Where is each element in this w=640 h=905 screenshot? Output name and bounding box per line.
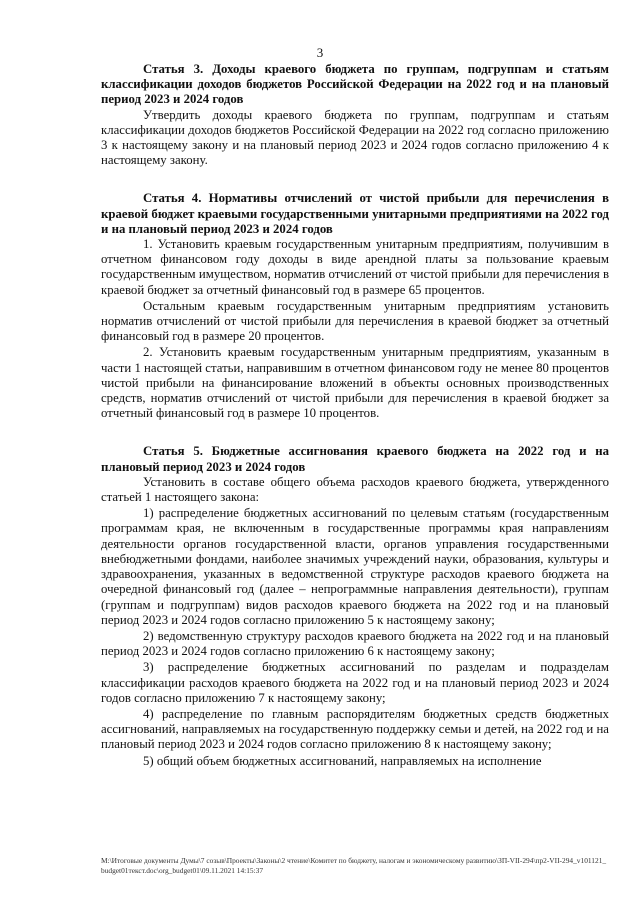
file-path-footer: M:\Итоговые документы Думы\7 созыв\Проекты\Законы\2 чтение\Комитет по бюджету, налогам и экономическому развитию\ЗП-VII-294\пр2-VII-294_v101121_budget01текст.doc\org_budget01\09.11.2021 14:15:37	[101, 856, 607, 875]
section-gap	[101, 421, 609, 444]
article-title: Статья 3. Доходы краевого бюджета по группам, подгруппам и статьям классификации доходов бюджетов Российской Федерации на 2022 год и на плановый период 2023 и 2024 годов	[101, 62, 609, 107]
article-paragraph: 1. Установить краевым государственным унитарным предприятиям, получившим в отчетном финансовом году доходы в виде арендной платы за пользование краевым государственным имуществом, норматив отчислений от чистой прибыли для перечисления в краевой бюджет за отчетный финансовый год в размере 65 процентов.	[101, 237, 609, 297]
article-paragraph: 4) распределение по главным распорядителям бюджетных средств бюджетных ассигнований, направляемых на государственную поддержку семьи и детей, на 2022 год и на плановый период 2023 и 2024 годов согласно приложению 8 к настоящему закону;	[101, 706, 609, 752]
article-title: Статья 5. Бюджетные ассигнования краевого бюджета на 2022 год и на плановый период 2023 и 2024 годов	[101, 444, 609, 474]
section-gap	[101, 168, 609, 191]
article-paragraph: 5) общий объем бюджетных ассигнований, направляемых на исполнение	[143, 753, 542, 768]
article-paragraph: Утвердить доходы краевого бюджета по группам, подгруппам и статьям классификации доходов бюджетов Российской Федерации на 2022 год согласно приложению 3 к настоящему закону и на плановый период 2023 и 2024 годов согласно приложению 4 к настоящему закону.	[101, 107, 609, 168]
article-title: Статья 4. Нормативы отчислений от чистой прибыли для перечисления в краевой бюджет краевыми государственными унитарными предприятиями на 2022 год и на плановый период 2023 и 2024 годов	[101, 191, 609, 236]
article-paragraph: 2) ведомственную структуру расходов краевого бюджета на 2022 год и на плановый период 2023 и 2024 годов согласно приложению 6 к настоящему закону;	[101, 628, 609, 659]
article-paragraph: 3) распределение бюджетных ассигнований по разделам и подразделам классификации расходов краевого бюджета на 2022 год и на плановый период 2023 и 2024 годов согласно приложению 7 к настоящему закону;	[101, 660, 609, 705]
page-number: 3	[316, 45, 324, 60]
article-section	[101, 62, 609, 168]
document-body	[101, 62, 609, 769]
article-paragraph: Остальным краевым государственным унитарным предприятиям установить норматив отчислений от чистой прибыли для перечисления в краевой бюджет за отчетный финансовый год в размере 20 процентов.	[101, 298, 609, 344]
article-paragraph: Установить в составе общего объема расходов краевого бюджета, утвержденного статьей 1 настоящего закона:	[101, 474, 609, 505]
article-paragraph: 1) распределение бюджетных ассигнований по целевым статьям (государственным программам края, не включенным в государственные программы края направлениям деятельности органов государственной власти, органов управления государственными внебюджетными фондами, наиболее значимых учреждений науки, образования, культуры и здравоохранения, указанных в ведомственной структуре расходов краевого бюджета на очередной финансовый год (далее – непрограммные направления деятельности), группам (группам и подгруппам) видов расходов краевого бюджета на 2022 год и на плановый период 2023 и 2024 годов согласно приложению 5 к настоящему закону;	[101, 506, 609, 627]
article-section	[101, 444, 609, 768]
article-section	[101, 191, 609, 421]
article-paragraph: 2. Установить краевым государственным унитарным предприятиям, указанным в части 1 настоящей статьи, направившим в отчетном финансовом году не менее 80 процентов чистой прибыли на финансирование вложений в объекты основных производственных средств, норматив отчислений от чистой прибыли для перечисления в краевой бюджет за отчетный финансовый год в размере 10 процентов.	[101, 345, 609, 421]
